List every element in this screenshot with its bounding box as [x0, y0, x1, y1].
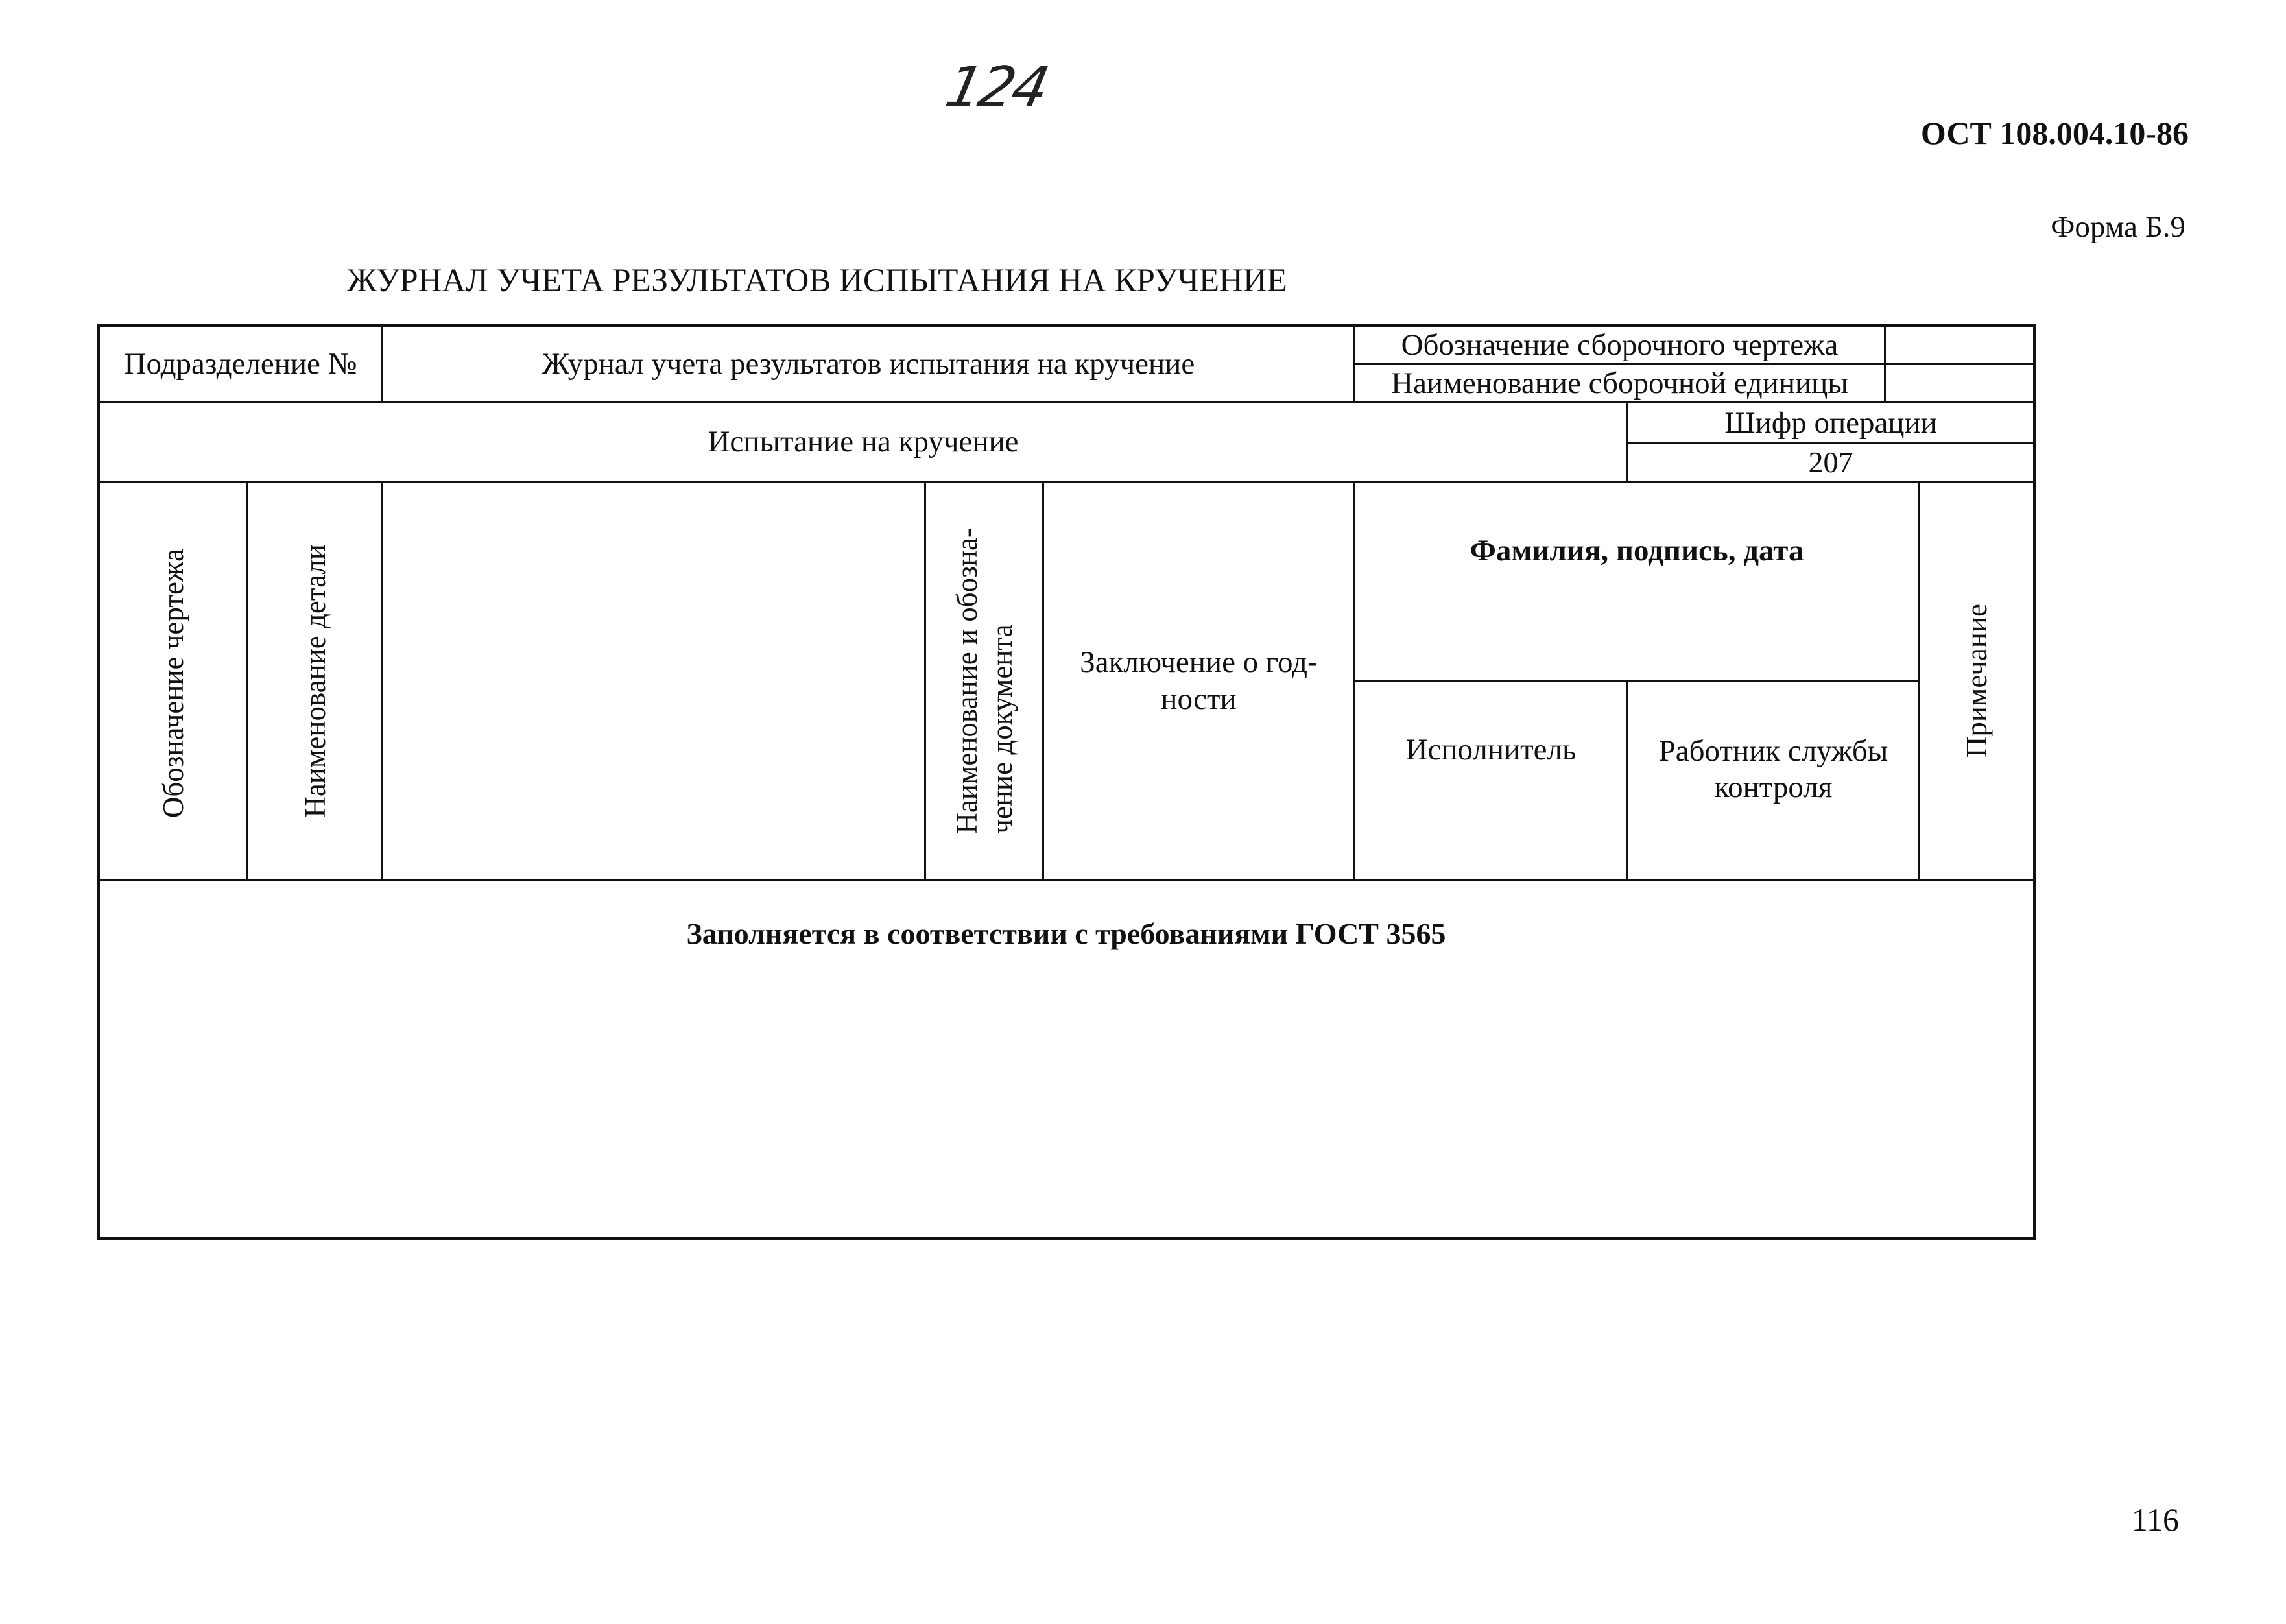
col-note-label: Примечание [1960, 603, 1993, 758]
col-conclusion: Заключение о год- ности [1080, 645, 1318, 716]
document-code: ОСТ 108.004.10-86 [1920, 115, 2189, 151]
journal-name-cell: Журнал учета результатов испытания на кручение [542, 347, 1195, 381]
table-border-bottom [97, 1237, 2036, 1240]
col-part-name [248, 483, 381, 879]
operation-code-label: Шифр операции [1724, 405, 1937, 440]
col-drawing-designation-label: Обозначение чертежа [157, 548, 189, 818]
operation-code-value: 207 [1808, 446, 1853, 479]
body-instruction: Заполняется в соответствии с требованиями ГОСТ 3565 [686, 917, 1446, 951]
assembly-unit-cell: Наименование сборочной единицы [1391, 366, 1848, 400]
subdivision-cell: Подразделение № [124, 347, 357, 381]
test-type-cell: Испытание на кручение [708, 425, 1019, 459]
page-title: ЖУРНАЛ УЧЕТА РЕЗУЛЬТАТОВ ИСПЫТАНИЯ НА КРУЧЕНИЕ [347, 263, 1287, 299]
col-signature-group: Фамилия, подпись, дата [1470, 533, 1804, 567]
table-border-right [2033, 324, 2036, 1240]
page-number: 116 [2131, 1501, 2179, 1538]
col-drawing-designation [100, 483, 246, 879]
col-executor: Исполнитель [1405, 732, 1577, 767]
assembly-unit-value[interactable] [1886, 365, 2033, 401]
col-note [1920, 483, 2033, 879]
header-bottom-line [97, 879, 2036, 881]
handwritten-page-number: 124 [940, 55, 1053, 120]
col-document-name [926, 483, 1042, 879]
assembly-drawing-value[interactable] [1886, 327, 2033, 363]
assembly-drawing-cell: Обозначение сборочного чертежа [1401, 328, 1839, 362]
form-label: Форма Б.9 [2051, 210, 2185, 244]
col-document-name-label: Наименование и обозна- чение документа [950, 527, 1018, 834]
col-blank [383, 483, 924, 879]
col-inspector: Работник службы контроля [1658, 734, 1888, 804]
col-part-name-label: Наименование детали [298, 543, 331, 818]
